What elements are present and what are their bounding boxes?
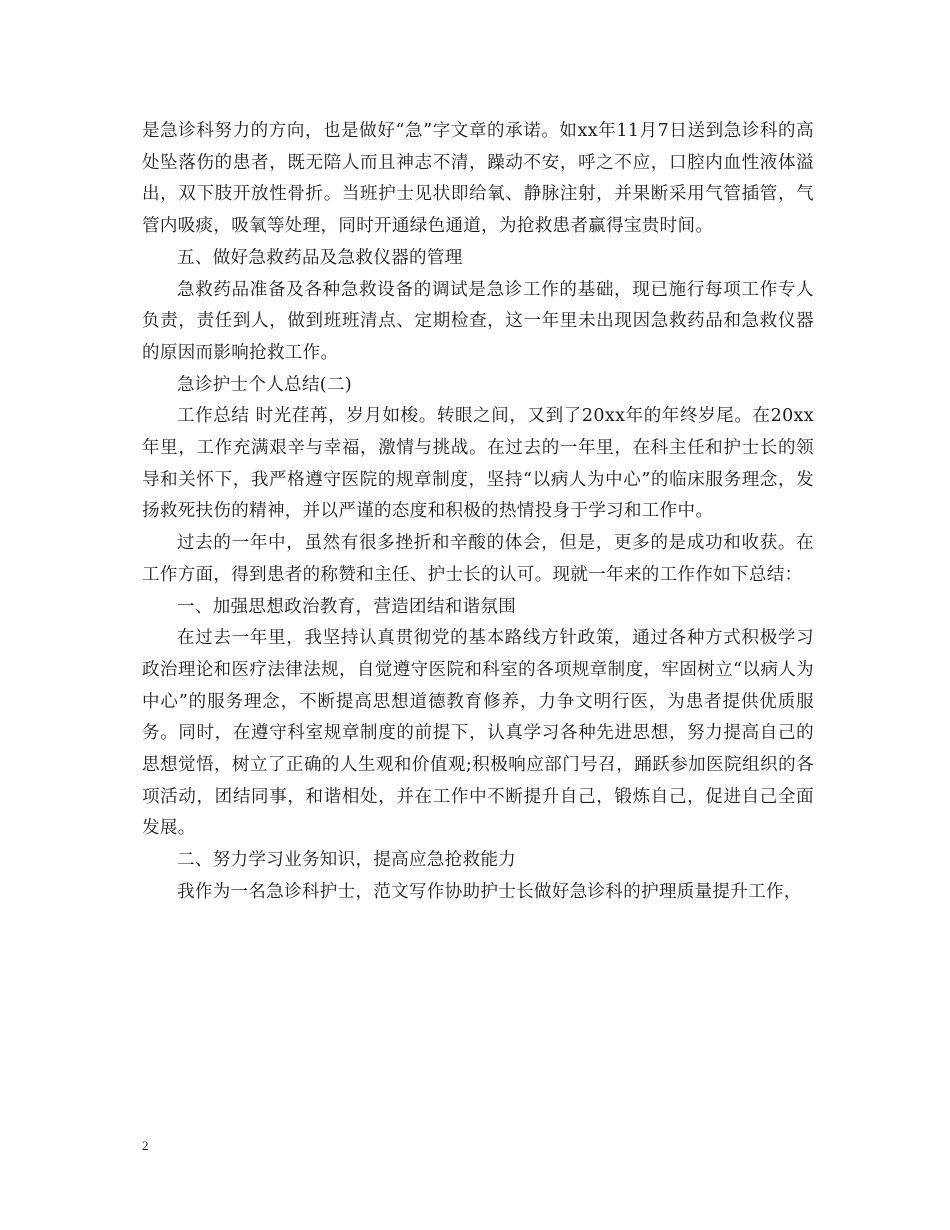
paragraph-continuation: 是急诊科努力的方向，也是做好“急”字文章的承诺。如xx年11月7日送到急诊科的高处坠落伤的患者，既无陪人而且神志不清，躁动不安，呼之不应，口腔内血性液体溢出，双下肢开放性骨折。当班护士见状即给氧、静脉注射，并果断采用气管插管，气管内吸痰，吸氧等处理，同时开通绿色通道，为抢救患者赢得宝贵时间。 <box>142 121 814 237</box>
section-heading-1: 一、加强思想政治教育，营造团结和谐氛围 <box>177 596 517 617</box>
section-heading-2: 二、努力学习业务知识，提高应急抢救能力 <box>177 850 517 871</box>
section-heading-5: 五、做好急救药品及急救仪器的管理 <box>177 247 463 268</box>
document-subtitle: 急诊护士个人总结(二) <box>177 374 353 395</box>
document-body <box>142 116 814 909</box>
paragraph: 急救药品准备及各种急救设备的调试是急诊工作的基础，现已施行每项工作专人负责，责任到人，做到班班清点、定期检查，这一年里未出现因急救药品和急救仪器的原因而影响抢救工作。 <box>142 279 814 363</box>
paragraph: 过去的一年中，虽然有很多挫折和辛酸的体会，但是，更多的是成功和收获。在工作方面，得到患者的称赞和主任、护士长的认可。现就一年来的工作作如下总结： <box>142 533 814 585</box>
paragraph: 工作总结 时光荏苒，岁月如梭。转眼之间，又到了20xx年的年终岁尾。在20xx年里，工作充满艰辛与幸福，激情与挑战。在过去的一年里，在科主任和护士长的领导和关怀下，我严格遵守医院的规章制度，坚持“以病人为中心”的临床服务理念，发扬救死扶伤的精神，并以严谨的态度和积极的热情投身于学习和工作中。 <box>142 406 814 522</box>
paragraph: 我作为一名急诊科护士，范文写作协助护士长做好急诊科的护理质量提升工作， <box>177 881 802 902</box>
page-number: 2 <box>142 1138 149 1153</box>
paragraph: 在过去一年里，我坚持认真贯彻党的基本路线方针政策，通过各种方式积极学习政治理论和医疗法律法规，自觉遵守医院和科室的各项规章制度，牢固树立“以病人为中心”的服务理念，不断提高思想道德教育修养，力争文明行医，为患者提供优质服务。同时，在遵守科室规章制度的前提下，认真学习各种先进思想，努力提高自己的思想觉悟，树立了正确的人生观和价值观;积极响应部门号召，踊跃参加医院组织的各项活动，团结同事，和谐相处，并在工作中不断提升自己，锻炼自己，促进自己全面发展。 <box>142 628 814 839</box>
